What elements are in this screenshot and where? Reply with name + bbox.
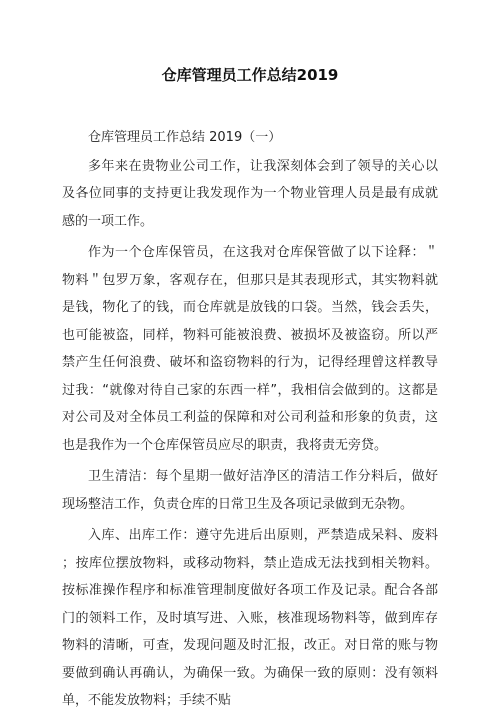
- document-subtitle: 仓库管理员工作总结 2019（一）: [88, 130, 282, 145]
- paragraph-intro: 多年来在贵物业公司工作，让我深刻体会到了领导的关心以及各位同事的支持更让我发现作为一个物业管理人员是最有成就感的一项工作。: [62, 158, 438, 229]
- paragraph-inbound-outbound: 入库、出库工作：遵守先进后出原则，严禁造成呆料、废料；按库位摆放物料，或移动物料，禁止造成无法找到相关物料。按标准操作程序和标准管理制度做好各项工作及记录。配合各部门的领料工作，及时填写进、入账，核准现场物料等，做到库存物料的清晰，可查，发现问题及时汇报，改正。对日常的账与物要做到确认再确认，为确保一致。为确保一致的原则：没有领料单，不能发放物料；手续不贴: [62, 528, 438, 708]
- document-title: 仓库管理员工作总结2019: [161, 66, 339, 84]
- paragraph-cleaning: 卫生清洁：每个星期一做好洁净区的清洁工作分料后，做好现场整洁工作，负责仓库的日常卫生及各项记录做到无杂物。: [62, 469, 438, 512]
- document-body: [62, 124, 438, 719]
- paragraph-keeper-role: 作为一个仓库保管员，在这我对仓库保管做了以下诠释：＂物料＂包罗万象，客观存在，但那只是其表现形式，其实物料就是钱，物化了的钱，而仓库就是放钱的口袋。当然，钱会丢失，也可能被盗，同样，物料可能被浪费、被损坏及被盗窃。所以严禁产生任何浪费、破坏和盗窃物料的行为，记得经理曾这样教导过我：“就像对待自己家的东西一样”，我相信会做到的。这都是对公司及对全体员工利益的保障和对公司利益和形象的负责，这也是我作为一个仓库保管员应尽的职责，我将责无旁贷。: [62, 245, 438, 453]
